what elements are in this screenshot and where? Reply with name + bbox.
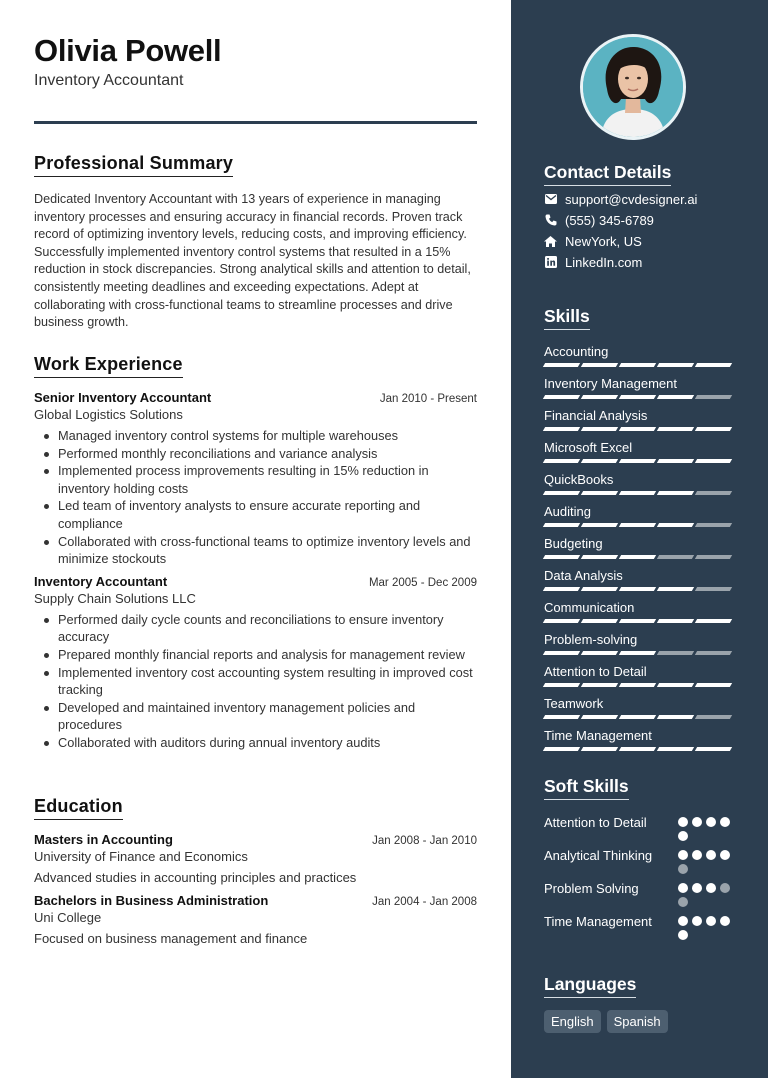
rating-dot: [678, 930, 688, 940]
summary-section: [34, 153, 477, 332]
school: University of Finance and Economics: [34, 849, 248, 864]
skill-rating-segment: [581, 587, 618, 591]
profile-photo-illustration: [583, 37, 683, 137]
job-company: Global Logistics Solutions: [34, 407, 183, 422]
skill-rating-segment: [657, 619, 694, 623]
job-bullet: Collaborated with auditors during annual inventory audits: [58, 734, 477, 752]
skill-rating-segment: [543, 619, 580, 623]
soft-skill-item: [544, 913, 734, 940]
job-bullet: Performed monthly reconciliations and variance analysis: [58, 445, 477, 463]
skill-rating-segment: [581, 619, 618, 623]
linkedin-icon: [544, 256, 557, 269]
skill-rating-segment: [695, 747, 732, 751]
job-bullet: Collaborated with cross-functional teams to optimize inventory levels and minimize stockouts: [58, 533, 477, 568]
education-section: [34, 796, 477, 946]
job-bullets: [34, 427, 477, 568]
skill-rating-segment: [657, 459, 694, 463]
skills-section: [544, 306, 734, 756]
rating-dot: [706, 916, 716, 926]
work-section: [34, 354, 477, 752]
skill-rating-bar: [544, 747, 734, 751]
skill-rating-segment: [543, 363, 580, 367]
skill-item: [544, 692, 734, 724]
education-entry: [34, 893, 477, 946]
skill-rating-segment: [619, 619, 656, 623]
rating-dot: [720, 883, 730, 893]
job-entry: [34, 390, 477, 568]
candidate-name: Olivia Powell: [34, 33, 222, 68]
skill-rating-segment: [581, 459, 618, 463]
skill-rating-segment: [695, 363, 732, 367]
rating-dot: [678, 897, 688, 907]
skill-name: Financial Analysis: [544, 408, 648, 423]
skill-rating-segment: [619, 683, 656, 687]
skills-list: [544, 340, 734, 756]
soft-skills-list: [544, 814, 734, 940]
skill-rating-segment: [657, 747, 694, 751]
job-bullet: Prepared monthly financial reports and analysis for management review: [58, 646, 477, 664]
education-entry: [34, 832, 477, 885]
skill-rating-bar: [544, 587, 734, 591]
skill-name: Attention to Detail: [544, 664, 647, 679]
skill-rating-bar: [544, 427, 734, 431]
skill-rating-segment: [543, 523, 580, 527]
skill-rating-segment: [543, 459, 580, 463]
skill-rating-segment: [543, 395, 580, 399]
rating-dot: [706, 850, 716, 860]
soft-skill-name: Analytical Thinking: [544, 848, 653, 863]
skill-rating-bar: [544, 555, 734, 559]
skill-rating-segment: [619, 459, 656, 463]
skill-name: QuickBooks: [544, 472, 614, 487]
skill-item: [544, 628, 734, 660]
skill-name: Data Analysis: [544, 568, 623, 583]
phone-text: (555) 345-6789: [565, 212, 654, 228]
envelope-icon: [544, 193, 557, 206]
skill-item: [544, 660, 734, 692]
skill-rating-segment: [581, 363, 618, 367]
email-text: support@cvdesigner.ai: [565, 191, 698, 207]
skill-rating-segment: [543, 715, 580, 719]
skill-rating-segment: [543, 555, 580, 559]
rating-dot: [720, 916, 730, 926]
job-bullets: [34, 611, 477, 752]
skill-rating-segment: [695, 715, 732, 719]
skill-rating-segment: [619, 363, 656, 367]
skill-rating-segment: [619, 651, 656, 655]
skill-rating-segment: [657, 363, 694, 367]
education-description: Focused on business management and finance: [34, 931, 308, 946]
soft-skill-rating: [678, 814, 734, 841]
skill-item: [544, 436, 734, 468]
skill-rating-bar: [544, 715, 734, 719]
skill-rating-segment: [657, 395, 694, 399]
languages-section: [544, 974, 744, 1033]
rating-dot: [678, 817, 688, 827]
job-title: Senior Inventory Accountant: [34, 390, 212, 405]
rating-dot: [692, 916, 702, 926]
skill-rating-segment: [695, 619, 732, 623]
skill-rating-segment: [695, 587, 732, 591]
skill-item: [544, 404, 734, 436]
skill-rating-segment: [543, 683, 580, 687]
skill-rating-segment: [657, 715, 694, 719]
contact-location: [544, 233, 744, 249]
language-tag: English: [544, 1010, 601, 1033]
skill-rating-segment: [581, 747, 618, 751]
soft-skill-name: Problem Solving: [544, 881, 639, 896]
rating-dot: [692, 883, 702, 893]
skill-name: Time Management: [544, 728, 652, 743]
skill-rating-segment: [581, 427, 618, 431]
soft-skills-section: [544, 776, 734, 940]
job-bullet: Implemented process improvements resulting in 15% reduction in inventory holding costs: [58, 462, 477, 497]
skill-rating-segment: [581, 395, 618, 399]
skill-item: [544, 532, 734, 564]
skill-name: Teamwork: [544, 696, 604, 711]
phone-icon: [544, 214, 557, 227]
contact-section: [544, 162, 744, 270]
sidebar: [511, 0, 768, 1078]
school: Uni College: [34, 910, 102, 925]
skill-rating-segment: [619, 587, 656, 591]
job-entry: [34, 574, 477, 752]
education-date: Jan 2004 - Jan 2008: [372, 896, 477, 908]
education-description: Advanced studies in accounting principles and practices: [34, 870, 357, 885]
skill-rating-bar: [544, 523, 734, 527]
job-bullet: Developed and maintained inventory management policies and procedures: [58, 699, 477, 734]
education-heading: Education: [34, 796, 123, 820]
linkedin-text: LinkedIn.com: [565, 254, 643, 270]
candidate-title: Inventory Accountant: [34, 72, 184, 89]
skill-rating-segment: [581, 523, 618, 527]
skill-item: [544, 724, 734, 756]
skill-rating-bar: [544, 363, 734, 367]
skill-rating-segment: [619, 427, 656, 431]
skill-rating-segment: [695, 651, 732, 655]
skill-item: [544, 564, 734, 596]
home-icon: [544, 235, 557, 248]
soft-skill-rating: [678, 880, 734, 907]
skill-rating-segment: [657, 523, 694, 527]
skill-rating-segment: [695, 555, 732, 559]
skill-rating-bar: [544, 683, 734, 687]
skill-rating-segment: [543, 651, 580, 655]
skill-rating-segment: [581, 651, 618, 655]
skill-item: [544, 372, 734, 404]
rating-dot: [692, 850, 702, 860]
summary-text: Dedicated Inventory Accountant with 13 years of experience in managing inventory processes and ensuring accuracy in financial records. Proven track record of optimizing inventory levels, reducing costs, and improving efficiency. Successfully implemented inventory control systems that resulted in a 15% reduction in stock discrepancies. Strong analytical skills and attention to detail, consistently meeting deadlines and exceeding expectations. Adept at collaborating with cross-functional teams to streamline processes and drive business growth.: [34, 192, 471, 330]
skill-rating-bar: [544, 619, 734, 623]
job-bullet: Implemented inventory cost accounting system resulting in improved cost tracking: [58, 664, 477, 699]
soft-skill-name: Time Management: [544, 914, 652, 929]
job-date: Jan 2010 - Present: [379, 393, 477, 405]
soft-skill-rating: [678, 913, 734, 940]
skill-name: Microsoft Excel: [544, 440, 633, 455]
skill-rating-segment: [657, 651, 694, 655]
skill-rating-segment: [581, 715, 618, 719]
skill-rating-segment: [581, 491, 618, 495]
skill-name: Problem-solving: [544, 632, 638, 647]
skill-rating-segment: [657, 555, 694, 559]
soft-skill-rating: [678, 847, 734, 874]
skill-rating-segment: [619, 523, 656, 527]
summary-heading: Professional Summary: [34, 153, 233, 177]
skill-name: Auditing: [544, 504, 591, 519]
job-date: Mar 2005 - Dec 2009: [368, 576, 477, 589]
rating-dot: [706, 817, 716, 827]
skill-name: Inventory Management: [544, 376, 677, 391]
rating-dot: [706, 883, 716, 893]
skill-rating-segment: [657, 427, 694, 431]
profile-photo: [580, 34, 686, 140]
skill-name: Communication: [544, 600, 635, 615]
skill-rating-bar: [544, 491, 734, 495]
rating-dot: [678, 916, 688, 926]
contact-linkedin[interactable]: [544, 254, 744, 270]
soft-skill-item: [544, 880, 734, 907]
languages-heading: Languages: [544, 974, 636, 998]
rating-dot: [678, 831, 688, 841]
skill-rating-segment: [695, 459, 732, 463]
rating-dot: [720, 850, 730, 860]
skill-rating-segment: [695, 491, 732, 495]
rating-dot: [720, 817, 730, 827]
skill-rating-segment: [543, 491, 580, 495]
skill-rating-segment: [543, 427, 580, 431]
soft-skill-item: [544, 814, 734, 841]
rating-dot: [678, 883, 688, 893]
contact-heading: Contact Details: [544, 162, 671, 186]
rating-dot: [692, 817, 702, 827]
skill-rating-segment: [619, 715, 656, 719]
education-date: Jan 2008 - Jan 2010: [372, 835, 477, 847]
soft-skill-name: Attention to Detail: [544, 815, 647, 830]
skill-rating-segment: [581, 555, 618, 559]
header-divider: [34, 121, 477, 124]
skill-rating-segment: [657, 587, 694, 591]
skill-rating-segment: [619, 747, 656, 751]
skill-rating-segment: [581, 683, 618, 687]
skill-name: Budgeting: [544, 536, 603, 551]
soft-skill-item: [544, 847, 734, 874]
job-bullet: Led team of inventory analysts to ensure accurate reporting and compliance: [58, 497, 477, 532]
rating-dot: [678, 864, 688, 874]
skill-name: Accounting: [544, 344, 609, 359]
skill-rating-segment: [695, 683, 732, 687]
skill-rating-segment: [695, 523, 732, 527]
skill-rating-segment: [695, 395, 732, 399]
degree: Masters in Accounting: [34, 832, 173, 847]
rating-dot: [678, 850, 688, 860]
skill-rating-segment: [619, 395, 656, 399]
contact-email[interactable]: [544, 191, 744, 207]
skill-rating-segment: [543, 587, 580, 591]
skill-rating-segment: [657, 491, 694, 495]
job-company: Supply Chain Solutions LLC: [34, 590, 196, 606]
job-bullet: Managed inventory control systems for multiple warehouses: [58, 427, 477, 445]
skill-rating-bar: [544, 459, 734, 463]
skill-rating-segment: [657, 683, 694, 687]
job-bullet: Performed daily cycle counts and reconciliations to ensure inventory accuracy: [58, 611, 477, 646]
degree: Bachelors in Business Administration: [34, 893, 269, 908]
skill-rating-segment: [543, 747, 580, 751]
language-tag: Spanish: [607, 1010, 668, 1033]
skill-item: [544, 468, 734, 500]
skill-rating-segment: [695, 427, 732, 431]
skill-rating-segment: [619, 491, 656, 495]
contact-phone[interactable]: [544, 212, 744, 228]
skill-rating-segment: [619, 555, 656, 559]
skills-heading: Skills: [544, 306, 590, 330]
skill-rating-bar: [544, 651, 734, 655]
language-list: [544, 1010, 744, 1033]
location-text: NewYork, US: [565, 233, 642, 249]
skill-rating-bar: [544, 395, 734, 399]
skill-item: [544, 596, 734, 628]
work-heading: Work Experience: [34, 354, 183, 378]
skill-item: [544, 340, 734, 372]
job-title: Inventory Accountant: [34, 573, 168, 589]
soft-skills-heading: Soft Skills: [544, 776, 629, 800]
skill-item: [544, 500, 734, 532]
